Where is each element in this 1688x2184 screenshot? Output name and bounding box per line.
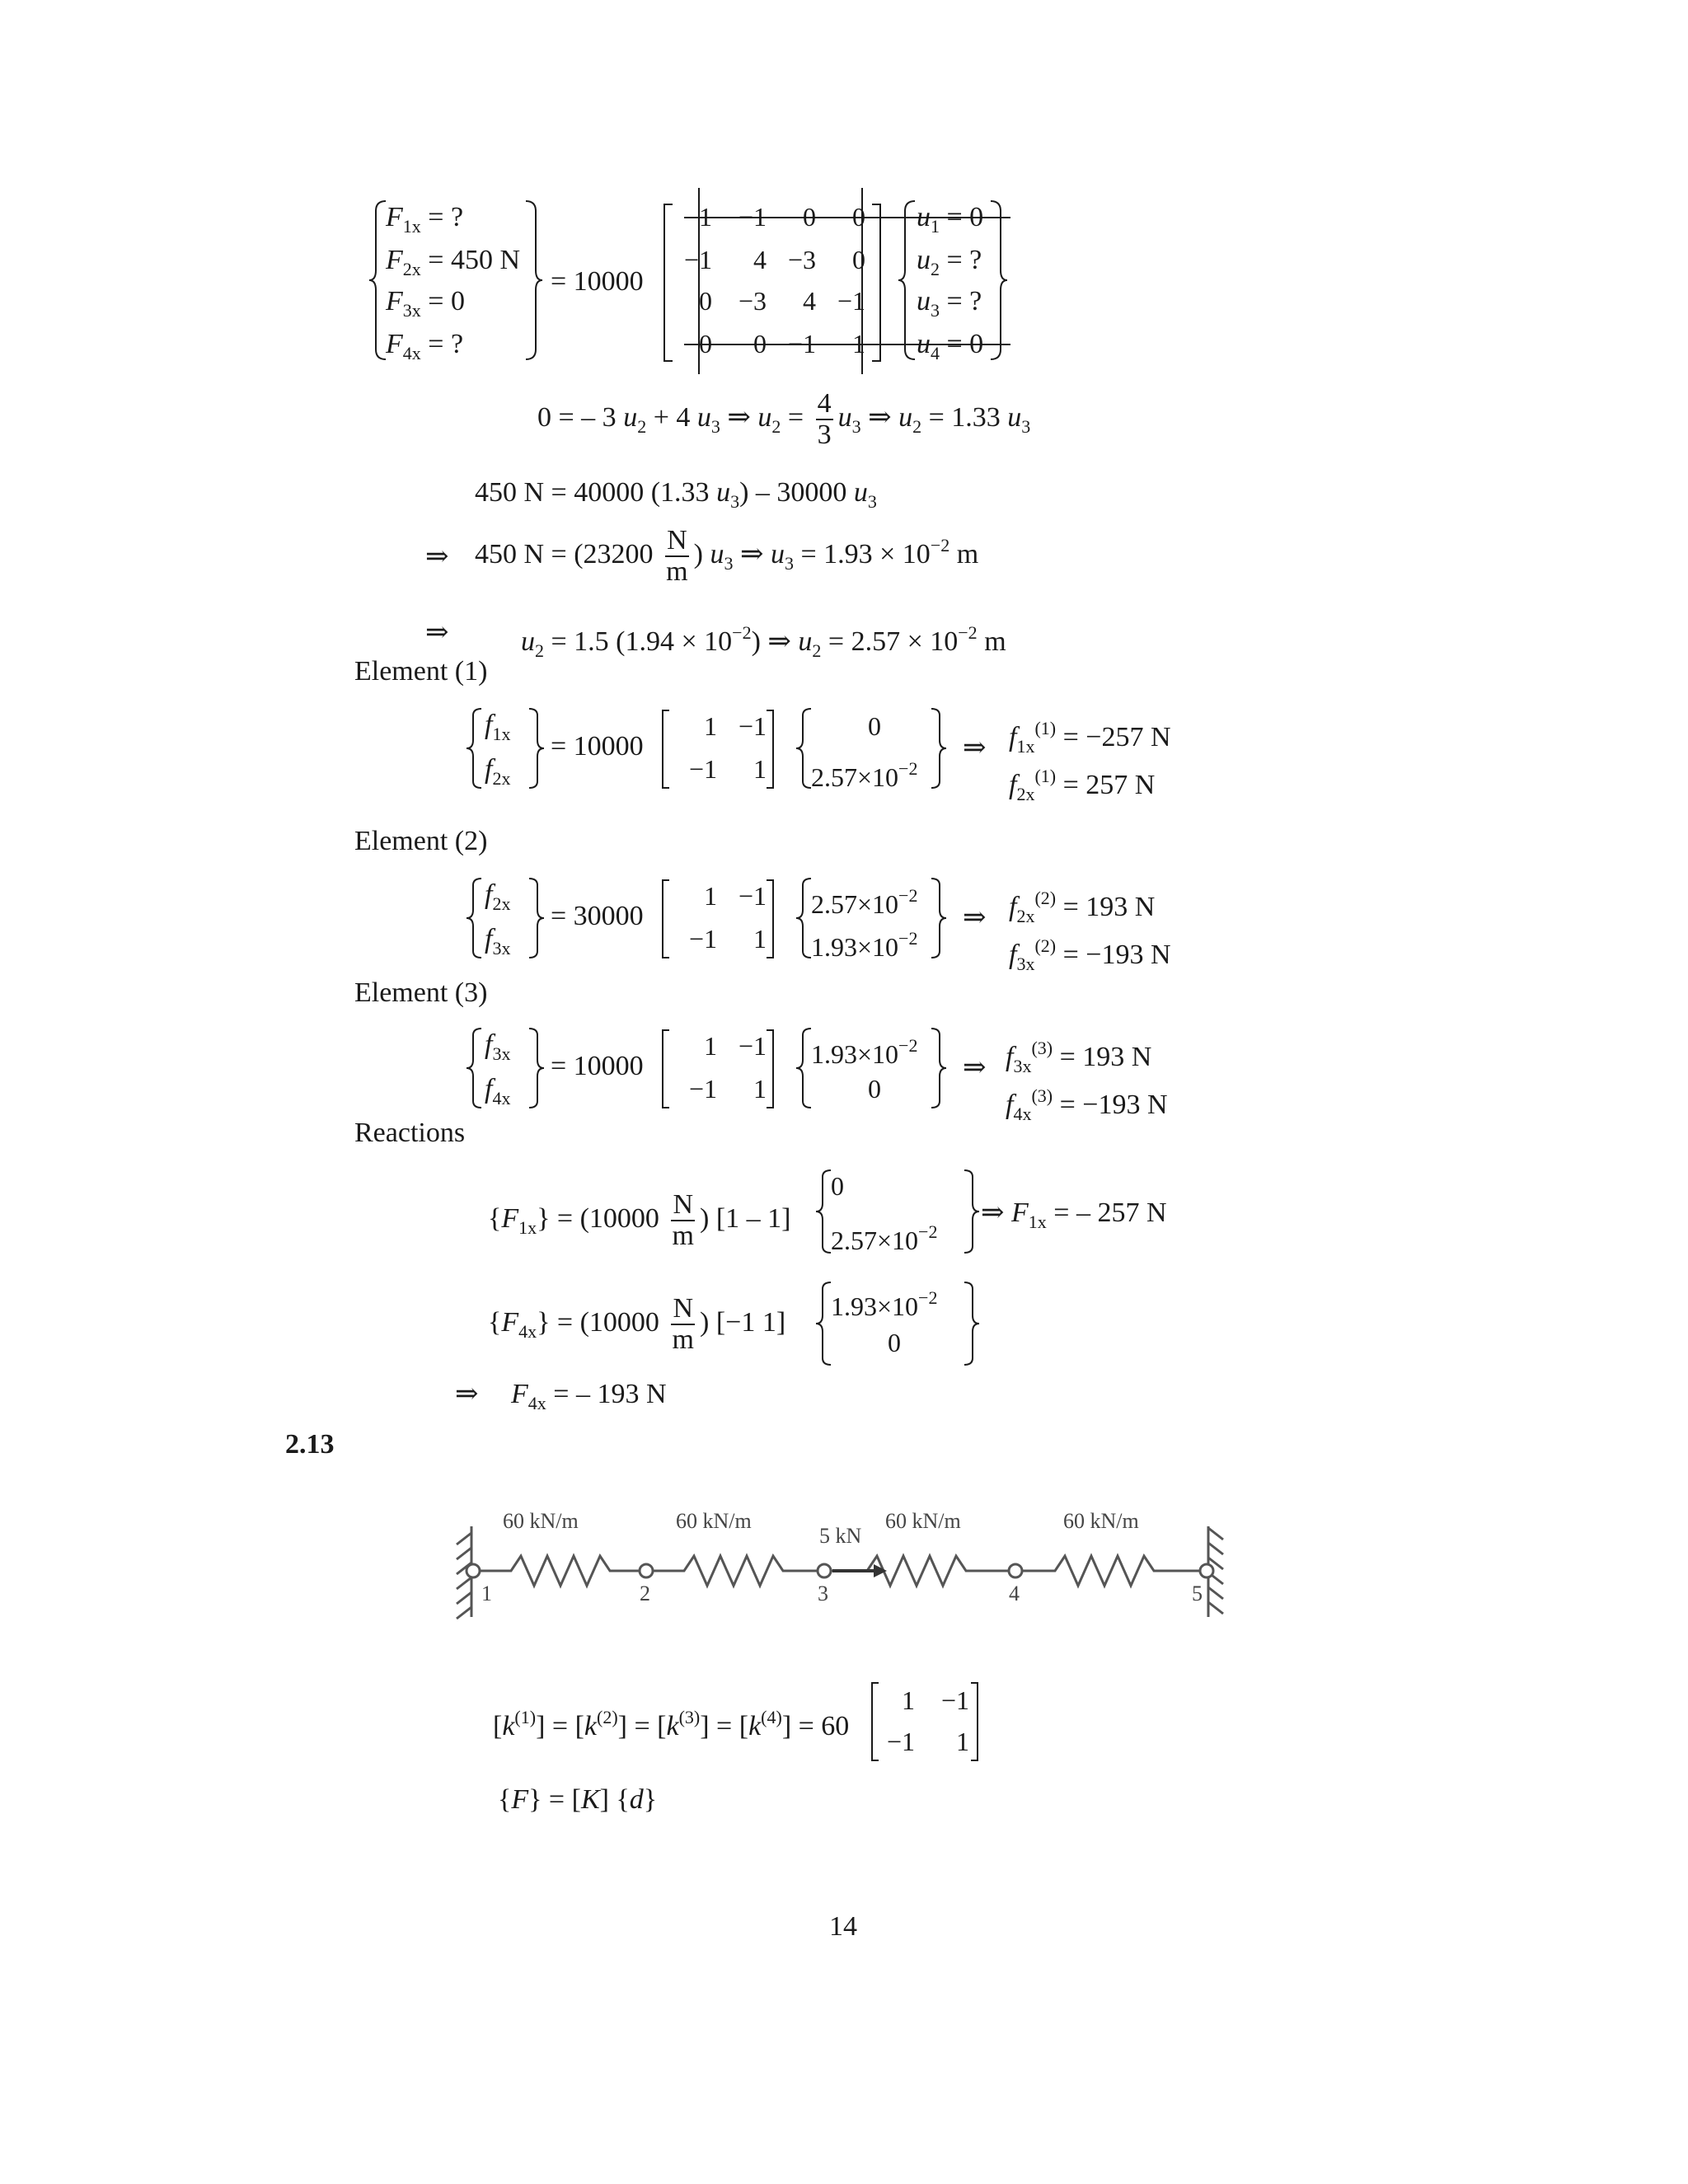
spring-1	[480, 1556, 640, 1586]
element-stiffness-equation: $[k^{(1)}] = [k^{(2)}] = [k^{(3)}] = [k^{(4)}] = 60$	[493, 1707, 850, 1741]
k-12: −1	[738, 202, 767, 232]
k-21: −1	[688, 924, 717, 954]
k-12: −1	[738, 711, 767, 741]
node-5-label: 5	[1192, 1582, 1203, 1605]
element-coefficient: = 30000	[551, 901, 644, 931]
node-3-label: 3	[818, 1582, 828, 1605]
k-12: −1	[738, 1031, 767, 1061]
spring-2	[653, 1556, 818, 1586]
node-1-label: 1	[481, 1582, 492, 1605]
disp-brace-close	[989, 199, 1009, 361]
k-12: −1	[738, 881, 767, 911]
disp-row-3: $u_3$ = ?	[917, 286, 982, 321]
disp-row-4: $u_4 = 0$	[917, 329, 984, 363]
implies-arrow: ⇒	[425, 617, 449, 648]
disp-bottom: $2.57\times 10^{-2}$	[811, 758, 918, 792]
node-5-marker	[1200, 1564, 1213, 1577]
k-22: 1	[753, 754, 767, 784]
spring-2-label: 60 kN/m	[676, 1509, 752, 1533]
disp-row-2: $u_2$ = ?	[917, 245, 982, 279]
reaction-2-top: $1.93\times 10^{-2}$	[831, 1287, 938, 1321]
force-brace-close	[528, 877, 544, 959]
unit-fraction: $\frac{N}{m}$	[672, 1189, 694, 1251]
lhs-row-3: $F_{3x} = 0$	[386, 286, 465, 321]
result-1: $f_{2x}^{(2)} = 193$ N	[1009, 888, 1156, 926]
global-system-equation: {F} = [K] {d}	[498, 1784, 658, 1815]
disp-bottom: 0	[868, 1074, 881, 1104]
element-coefficient: = 10000	[551, 731, 644, 762]
k-24: 0	[852, 245, 865, 274]
node-1-marker	[467, 1564, 480, 1577]
force-brace-close	[528, 707, 544, 790]
spring-3-label: 60 kN/m	[885, 1509, 961, 1533]
node-3-marker	[818, 1564, 831, 1577]
k-11: 1	[699, 202, 712, 232]
load-label: 5 kN	[819, 1524, 862, 1548]
result-2: $f_{2x}^{(1)} = 257$ N	[1009, 766, 1156, 804]
lhs-row-4: $F_{4x}$ = ?	[386, 329, 464, 363]
k-33: 4	[803, 286, 816, 316]
k-22: 1	[753, 1074, 767, 1104]
eq-450-expansion: 450 N = 40000 (1.33 $u_3) - 30000$ $u_3$	[475, 477, 877, 512]
eq-u2-solution: $u_2 = 1.5$ $(1.94 \times 10^{-2})$ ⇒ $u_2 = 2.57 \times 10^{-2}$ m	[521, 622, 1006, 661]
element-3-heading: Element (3)	[354, 977, 488, 1008]
result-1: $f_{1x}^{(1)} = -257$ N	[1009, 718, 1171, 757]
force-brace	[467, 877, 483, 959]
reaction-f4x-equation: $\{F_{4x}\} = (10000$ $\frac{N}{m}$ ) [−1 1]	[488, 1293, 786, 1355]
lhs-row-2: $F_{2x} = 450$ N	[386, 245, 521, 279]
disp-brace	[898, 199, 917, 361]
force-bottom: $f_{2x}$	[485, 754, 511, 789]
unit-fraction: $\frac{N}{m}$	[666, 525, 688, 587]
element-coefficient: = 10000	[551, 1051, 644, 1081]
spring-4	[1022, 1556, 1200, 1586]
k-11: 1	[704, 711, 717, 741]
k-bracket-right	[765, 1029, 775, 1109]
node-4-label: 4	[1009, 1582, 1020, 1605]
result-2: $f_{4x}^{(3)} = -193$ N	[1006, 1085, 1168, 1124]
disp-bottom: $1.93\times 10^{-2}$	[811, 928, 918, 962]
unit-fraction: $\frac{N}{m}$	[672, 1293, 694, 1355]
spring-1-label: 60 kN/m	[503, 1509, 579, 1533]
reactions-heading: Reactions	[354, 1118, 466, 1148]
reaction-1-top: 0	[831, 1171, 844, 1201]
implies-arrow: ⇒	[963, 902, 987, 933]
k-23: −3	[787, 245, 816, 274]
k-44: 1	[852, 329, 865, 359]
k-22: 1	[956, 1727, 969, 1756]
disp-brace	[796, 707, 813, 790]
reaction-1-bottom: $2.57\times 10^{-2}$	[831, 1221, 938, 1255]
k-32: −3	[738, 286, 767, 316]
k-41: 0	[699, 329, 712, 359]
k-11: 1	[704, 881, 717, 911]
force-top: $f_{2x}$	[485, 879, 511, 914]
disp-top: $2.57\times 10^{-2}$	[811, 885, 918, 919]
stiffness-coefficient: = 10000	[551, 266, 644, 297]
k-bracket-left	[661, 879, 671, 959]
force-bottom: $f_{3x}$	[485, 924, 511, 958]
problem-number: 2.13	[285, 1429, 335, 1460]
disp-row-1: $u_1 = 0$	[917, 202, 984, 237]
node-2-marker	[640, 1564, 653, 1577]
k-bracket-right	[765, 709, 775, 790]
force-top: $f_{3x}$	[485, 1029, 511, 1064]
k-34: −1	[837, 286, 865, 316]
disp-brace-close	[930, 707, 946, 790]
implies-arrow: ⇒	[963, 1052, 987, 1083]
lhs-brace-close	[524, 199, 544, 361]
k-21: −1	[688, 1074, 717, 1104]
k-14: 0	[852, 202, 865, 232]
page-number: 14	[829, 1911, 857, 1942]
force-top: $f_{1x}$	[485, 710, 511, 744]
k-22: 4	[753, 245, 767, 274]
node-2-label: 2	[640, 1582, 650, 1605]
reaction-1-brace-close	[963, 1169, 979, 1254]
k-bracket-left	[661, 1029, 671, 1109]
disp-brace-close	[930, 1027, 946, 1109]
element-2-heading: Element (2)	[354, 826, 488, 856]
eq-u2-u3-relation: 0 = – 3 $u_2 + 4$ $u_3$ ⇒ $u_2$ = $\frac{4}{3}$ $u_3$ ⇒ $u_2 = 1.33$ $u_3$	[537, 388, 1031, 450]
node-4-marker	[1009, 1564, 1022, 1577]
k-12: −1	[940, 1685, 969, 1715]
spring-system-figure	[445, 1508, 1236, 1640]
k-21: −1	[688, 754, 717, 784]
force-bottom: $f_{4x}$	[485, 1074, 511, 1108]
force-brace	[467, 1027, 483, 1109]
reaction-2-brace-close	[963, 1281, 979, 1366]
k-13: 0	[803, 202, 816, 232]
k-21: −1	[683, 245, 712, 274]
reaction-f1x-equation: $\{F_{1x}\} = (10000$ $\frac{N}{m}$ ) [1 – 1]	[488, 1189, 791, 1251]
disp-top: 0	[868, 711, 881, 741]
k-bracket-right	[765, 879, 775, 959]
element-1-heading: Element (1)	[354, 656, 488, 687]
reaction-f4x-result: $F_{4x}$ = – 193 N	[511, 1379, 667, 1413]
k-11: 1	[704, 1031, 717, 1061]
force-brace-close	[528, 1027, 544, 1109]
result-1: $f_{3x}^{(3)} = 193$ N	[1006, 1038, 1152, 1076]
fraction: $\frac{4}{3}$	[817, 388, 832, 450]
matrix-bracket-left	[663, 203, 674, 363]
k-21: −1	[886, 1727, 915, 1756]
result-2: $f_{3x}^{(2)} = -193$ N	[1009, 935, 1171, 974]
k-31: 0	[699, 286, 712, 316]
implies-arrow: ⇒	[963, 733, 987, 763]
reaction-1-brace	[816, 1169, 832, 1254]
k-42: 0	[753, 329, 767, 359]
k-22: 1	[753, 924, 767, 954]
stiffness-bracket-right	[969, 1681, 979, 1762]
lhs-row-1: $F_{1x}$ = ?	[386, 202, 464, 237]
disp-top: $1.93\times 10^{-2}$	[811, 1035, 918, 1069]
force-brace	[467, 707, 483, 790]
implies-arrow: ⇒	[455, 1379, 479, 1409]
disp-brace-close	[930, 877, 946, 959]
implies-arrow: ⇒	[425, 541, 449, 572]
k-43: −1	[787, 329, 816, 359]
reaction-2-brace	[816, 1281, 832, 1366]
k-11: 1	[902, 1685, 915, 1715]
k-bracket-left	[661, 709, 671, 790]
reaction-f1x-result: ⇒ $F_{1x}$ = – 257 N	[981, 1197, 1167, 1232]
spring-4-label: 60 kN/m	[1063, 1509, 1139, 1533]
disp-brace	[796, 877, 813, 959]
reaction-2-bottom: 0	[888, 1328, 901, 1357]
eq-u3-solution: 450 N = (23200 $\frac{N}{m}$ ) $u_3$ ⇒ $u_3 = 1.93 \times 10^{-2}$ m	[475, 525, 979, 587]
disp-brace	[796, 1027, 813, 1109]
